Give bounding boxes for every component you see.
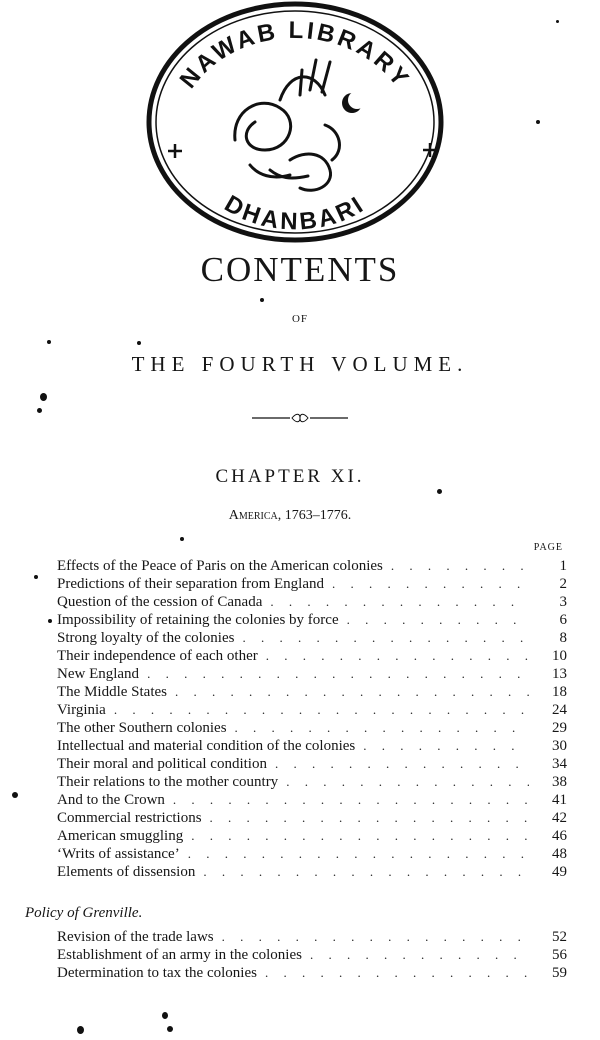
entry-page: 46: [552, 828, 567, 844]
arabic-monogram-icon: [235, 60, 340, 190]
ink-speck: [47, 340, 51, 344]
entry-title: Their moral and political condition: [57, 756, 267, 772]
toc-entry[interactable]: [57, 928, 567, 946]
entry-page: 34: [552, 756, 567, 772]
entry-title: Commercial restrictions: [57, 810, 202, 826]
ink-speck: [77, 1026, 84, 1034]
entry-title: The other Southern colonies: [57, 720, 227, 736]
ink-speck: [34, 575, 38, 579]
ink-speck: [162, 1012, 168, 1019]
entry-page: 38: [552, 774, 567, 790]
entry-page: 56: [552, 947, 567, 963]
entry-page: 49: [552, 864, 567, 880]
toc-entry[interactable]: [57, 683, 567, 701]
ink-speck: [12, 792, 18, 798]
toc-entry[interactable]: [57, 593, 567, 611]
star-icon-left: [168, 144, 182, 158]
ink-speck: [40, 393, 47, 401]
entry-title: ‘Writs of assistance’: [57, 846, 180, 862]
entry-title: Predictions of their separation from England: [57, 576, 325, 592]
toc-entry[interactable]: [57, 665, 567, 683]
toc-entry[interactable]: [57, 737, 567, 755]
toc-list-grenville: [57, 928, 567, 982]
ornament-divider: [252, 412, 348, 424]
entry-title: The Middle States: [57, 684, 167, 700]
entry-page: 3: [559, 594, 567, 610]
entry-page: 30: [552, 738, 567, 754]
entry-title: American smuggling: [57, 828, 184, 844]
entry-title: Revision of the trade laws: [57, 929, 214, 945]
entry-page: 10: [552, 648, 567, 664]
chapter-heading: CHAPTER XI.: [215, 466, 365, 487]
entry-title: Impossibility of retaining the colonies by force: [57, 612, 339, 628]
toc-list: [57, 557, 567, 881]
toc-entry[interactable]: [57, 647, 567, 665]
section-heading: Policy of Grenville.: [25, 905, 143, 921]
toc-entry[interactable]: [57, 809, 567, 827]
entry-title: Elements of dissension: [57, 864, 196, 880]
volume-title: THE FOURTH VOLUME.: [131, 352, 469, 376]
entry-page: 13: [552, 666, 567, 682]
ink-speck: [180, 537, 184, 541]
toc-entry[interactable]: [57, 629, 567, 647]
toc-entry[interactable]: [57, 773, 567, 791]
toc-entry[interactable]: [57, 701, 567, 719]
toc-entry[interactable]: [57, 946, 567, 964]
entry-page: 24: [552, 702, 567, 718]
crescent-icon: [342, 91, 366, 113]
entry-page: 2: [559, 576, 567, 592]
chapter-subtitle: America, 1763–1776.: [228, 508, 352, 523]
entry-title: Determination to tax the colonies: [57, 965, 257, 981]
library-stamp: [140, 0, 450, 255]
ink-speck: [260, 298, 264, 302]
entry-page: 48: [552, 846, 567, 862]
toc-entry[interactable]: [57, 845, 567, 863]
stamp-top-text: NAWAB LIBRARY: [174, 16, 416, 94]
entry-page: 41: [552, 792, 567, 808]
title-of: OF: [291, 313, 309, 325]
ink-speck: [536, 120, 540, 124]
entry-title: Question of the cession of Canada: [57, 594, 263, 610]
ink-speck: [37, 408, 42, 413]
toc-entry[interactable]: [57, 719, 567, 737]
entry-title: Virginia: [57, 702, 106, 718]
entry-page: 8: [559, 630, 567, 646]
entry-page: 6: [559, 612, 567, 628]
toc-entry[interactable]: [57, 791, 567, 809]
entry-title: New England: [57, 666, 140, 682]
entry-title: And to the Crown: [57, 792, 165, 808]
ink-speck: [167, 1026, 173, 1032]
ink-speck: [437, 489, 442, 494]
page-title: CONTENTS: [200, 250, 400, 289]
ink-speck: [556, 20, 559, 23]
entry-title: Strong loyalty of the colonies: [57, 630, 235, 646]
toc-entry[interactable]: [57, 863, 567, 881]
entry-title: Establishment of an army in the colonies: [57, 947, 302, 963]
stamp-bottom-text: DHANBARI: [219, 190, 371, 236]
entry-title: Intellectual and material condition of the colonies: [57, 738, 356, 754]
toc-entry[interactable]: [57, 755, 567, 773]
entry-title: Effects of the Peace of Paris on the American colonies: [57, 558, 383, 574]
entry-page: 18: [552, 684, 567, 700]
toc-entry[interactable]: [57, 575, 567, 593]
ink-speck: [137, 341, 141, 345]
entry-page: 59: [552, 965, 567, 981]
entry-page: 42: [552, 810, 567, 826]
entry-title: Their independence of each other: [57, 648, 258, 664]
toc-entry[interactable]: [57, 964, 567, 982]
entry-page: 1: [559, 558, 567, 574]
toc-entry[interactable]: [57, 557, 567, 575]
toc-entry[interactable]: [57, 611, 567, 629]
entry-page: 52: [552, 929, 567, 945]
page-column-label: PAGE: [533, 542, 563, 553]
entry-title: Their relations to the mother country: [57, 774, 279, 790]
ink-speck: [48, 619, 52, 623]
toc-entry[interactable]: [57, 827, 567, 845]
entry-page: 29: [552, 720, 567, 736]
